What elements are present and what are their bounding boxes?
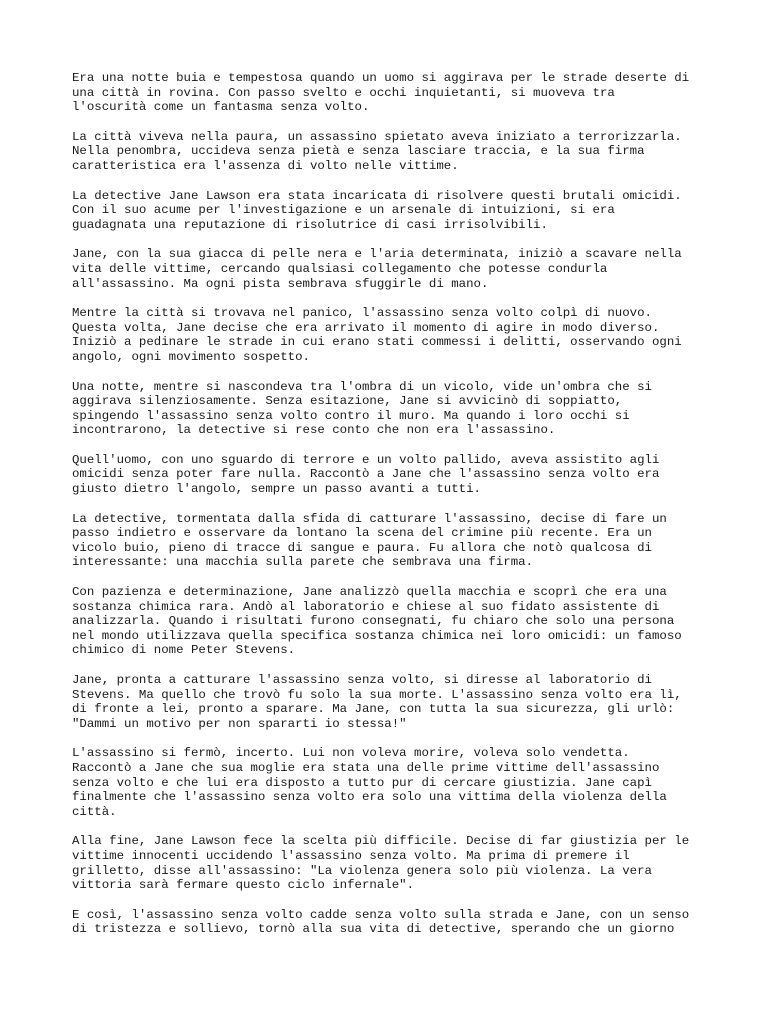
text-line: di fronte a lei, pronto a sparare. Ma Jane, con tutta la sua sicurezza, gli urlò: (72, 702, 675, 717)
text-line: La detective, tormentata dalla sfida di catturare l'assassino, decise di fare un (72, 511, 667, 526)
paragraph (72, 453, 712, 497)
text-line: Mentre la città si trovava nel panico, l'assassino senza volto colpì di nuovo. (72, 306, 652, 321)
text-line: angolo, ogni movimento sospetto. (72, 349, 310, 364)
text-line: Con il suo acume per l'investigazione e un arsenale di intuizioni, si era (72, 203, 615, 218)
text-line: Era una notte buia e tempestosa quando un uomo si aggirava per le strade deserte di (72, 71, 690, 85)
text-line: Con pazienza e determinazione, Jane analizzò quella macchia e scoprì che era una (72, 585, 667, 600)
paragraph (72, 247, 712, 291)
paragraph (72, 71, 712, 115)
text-line: Raccontò a Jane che sua moglie era stata una delle prime vittime dell'assassino (72, 760, 660, 775)
text-line: caratteristica era l'assenza di volto nelle vittime. (72, 158, 459, 173)
text-line: E così, l'assassino senza volto cadde senza volto sulla strada e Jane, con un senso (72, 907, 690, 922)
text-line: vittoria sarà fermare questo ciclo infernale". (72, 878, 415, 893)
text-line: nel mondo utilizzava quella specifica sostanza chimica nei loro omicidi: un famoso (72, 628, 682, 643)
text-line: Una notte, mentre si nascondeva tra l'ombra di un vicolo, vide un'ombra che si (72, 379, 652, 394)
text-line: La detective Jane Lawson era stata incaricata di risolvere questi brutali omicidi. (72, 188, 682, 203)
text-line: Iniziò a pedinare le strade in cui erano stati commessi i delitti, osservando ogni (72, 335, 682, 350)
text-line: di tristezza e sollievo, tornò alla sua vita di detective, sperando che un giorno (72, 922, 675, 937)
text-line: una città in rovina. Con passo svelto e occhi inquietanti, si muoveva tra (72, 85, 615, 100)
paragraph (72, 512, 712, 570)
text-line: La città viveva nella paura, un assassino spietato aveva iniziato a terrorizzarla. (72, 129, 682, 144)
paragraph (72, 746, 712, 819)
paragraph (72, 585, 712, 658)
text-line: omicidi senza poter fare nulla. Raccontò a Jane che l'assassino senza volto era (72, 467, 660, 482)
story-text (72, 71, 712, 952)
text-line: L'assassino si fermò, incerto. Lui non voleva morire, voleva solo vendetta. (72, 746, 630, 761)
text-line: Alla fine, Jane Lawson fece la scelta più difficile. Decise di far giustizia per le (72, 834, 690, 849)
text-line: passo indietro e osservare da lontano la scena del crimine più recente. Era un (72, 526, 652, 541)
text-line: finalmente che l'assassino senza volto era solo una vittima della violenza della (72, 790, 667, 805)
text-line: spingendo l'assassino senza volto contro il muro. Ma quando i loro occhi si (72, 408, 630, 423)
text-line: Nella penombra, uccideva senza pietà e senza lasciare traccia, e la sua firma (72, 144, 645, 159)
text-line: Jane, con la sua giacca di pelle nera e l'aria determinata, iniziò a scavare nella (72, 247, 682, 262)
text-line: incontrarono, la detective si rese conto che non era l'assassino. (72, 423, 556, 438)
text-line: interessante: una macchia sulla parete che sembrava una firma. (72, 555, 534, 570)
text-line: sostanza chimica rara. Andò al laboratorio e chiese al suo fidato assistente di (72, 599, 660, 614)
text-line: Stevens. Ma quello che trovò fu solo la sua morte. L'assassino senza volto era lì, (72, 687, 682, 702)
text-line: aggirava silenziosamente. Senza esitazione, Jane si avvicinò di soppiatto, (72, 394, 623, 409)
paragraph (72, 380, 712, 438)
paragraph (72, 673, 712, 731)
text-line: "Dammi un motivo per non spararti io stessa!" (72, 716, 407, 731)
text-line: grilletto, disse all'assassino: "La violenza genera solo più violenza. La vera (72, 863, 652, 878)
paragraph (72, 908, 712, 937)
text-line: l'oscurità come un fantasma senza volto. (72, 100, 370, 115)
text-line: vita delle vittime, cercando qualsiasi collegamento che potesse condurla (72, 261, 608, 276)
text-line: senza volto e che lui era disposto a tutto pur di cercare giustizia. Jane capì (72, 775, 652, 790)
paragraph (72, 130, 712, 174)
text-line: Quell'uomo, con uno sguardo di terrore e un volto pallido, aveva assistito agli (72, 452, 660, 467)
paragraph (72, 306, 712, 364)
text-line: vittime innocenti uccidendo l'assassino senza volto. Ma prima di premere il (72, 848, 630, 863)
text-line: guadagnata una reputazione di risolutrice di casi irrisolvibili. (72, 217, 548, 232)
text-line: Jane, pronta a catturare l'assassino senza volto, si diresse al laboratorio di (72, 673, 652, 687)
text-line: chimico di nome Peter Stevens. (72, 643, 296, 658)
text-line: all'assassino. Ma ogni pista sembrava sfuggirle di mano. (72, 276, 489, 291)
text-line: città. (72, 804, 117, 819)
text-line: giusto dietro l'angolo, sempre un passo avanti a tutti. (72, 482, 481, 497)
text-line: analizzarla. Quando i risultati furono consegnati, fu chiaro che solo una persona (72, 614, 675, 629)
text-line: vicolo buio, pieno di tracce di sangue e paura. Fu allora che notò qualcosa di (72, 540, 652, 555)
paragraph (72, 189, 712, 233)
paragraph (72, 834, 712, 892)
text-line: Questa volta, Jane decise che era arrivato il momento di agire in modo diverso. (72, 320, 660, 335)
